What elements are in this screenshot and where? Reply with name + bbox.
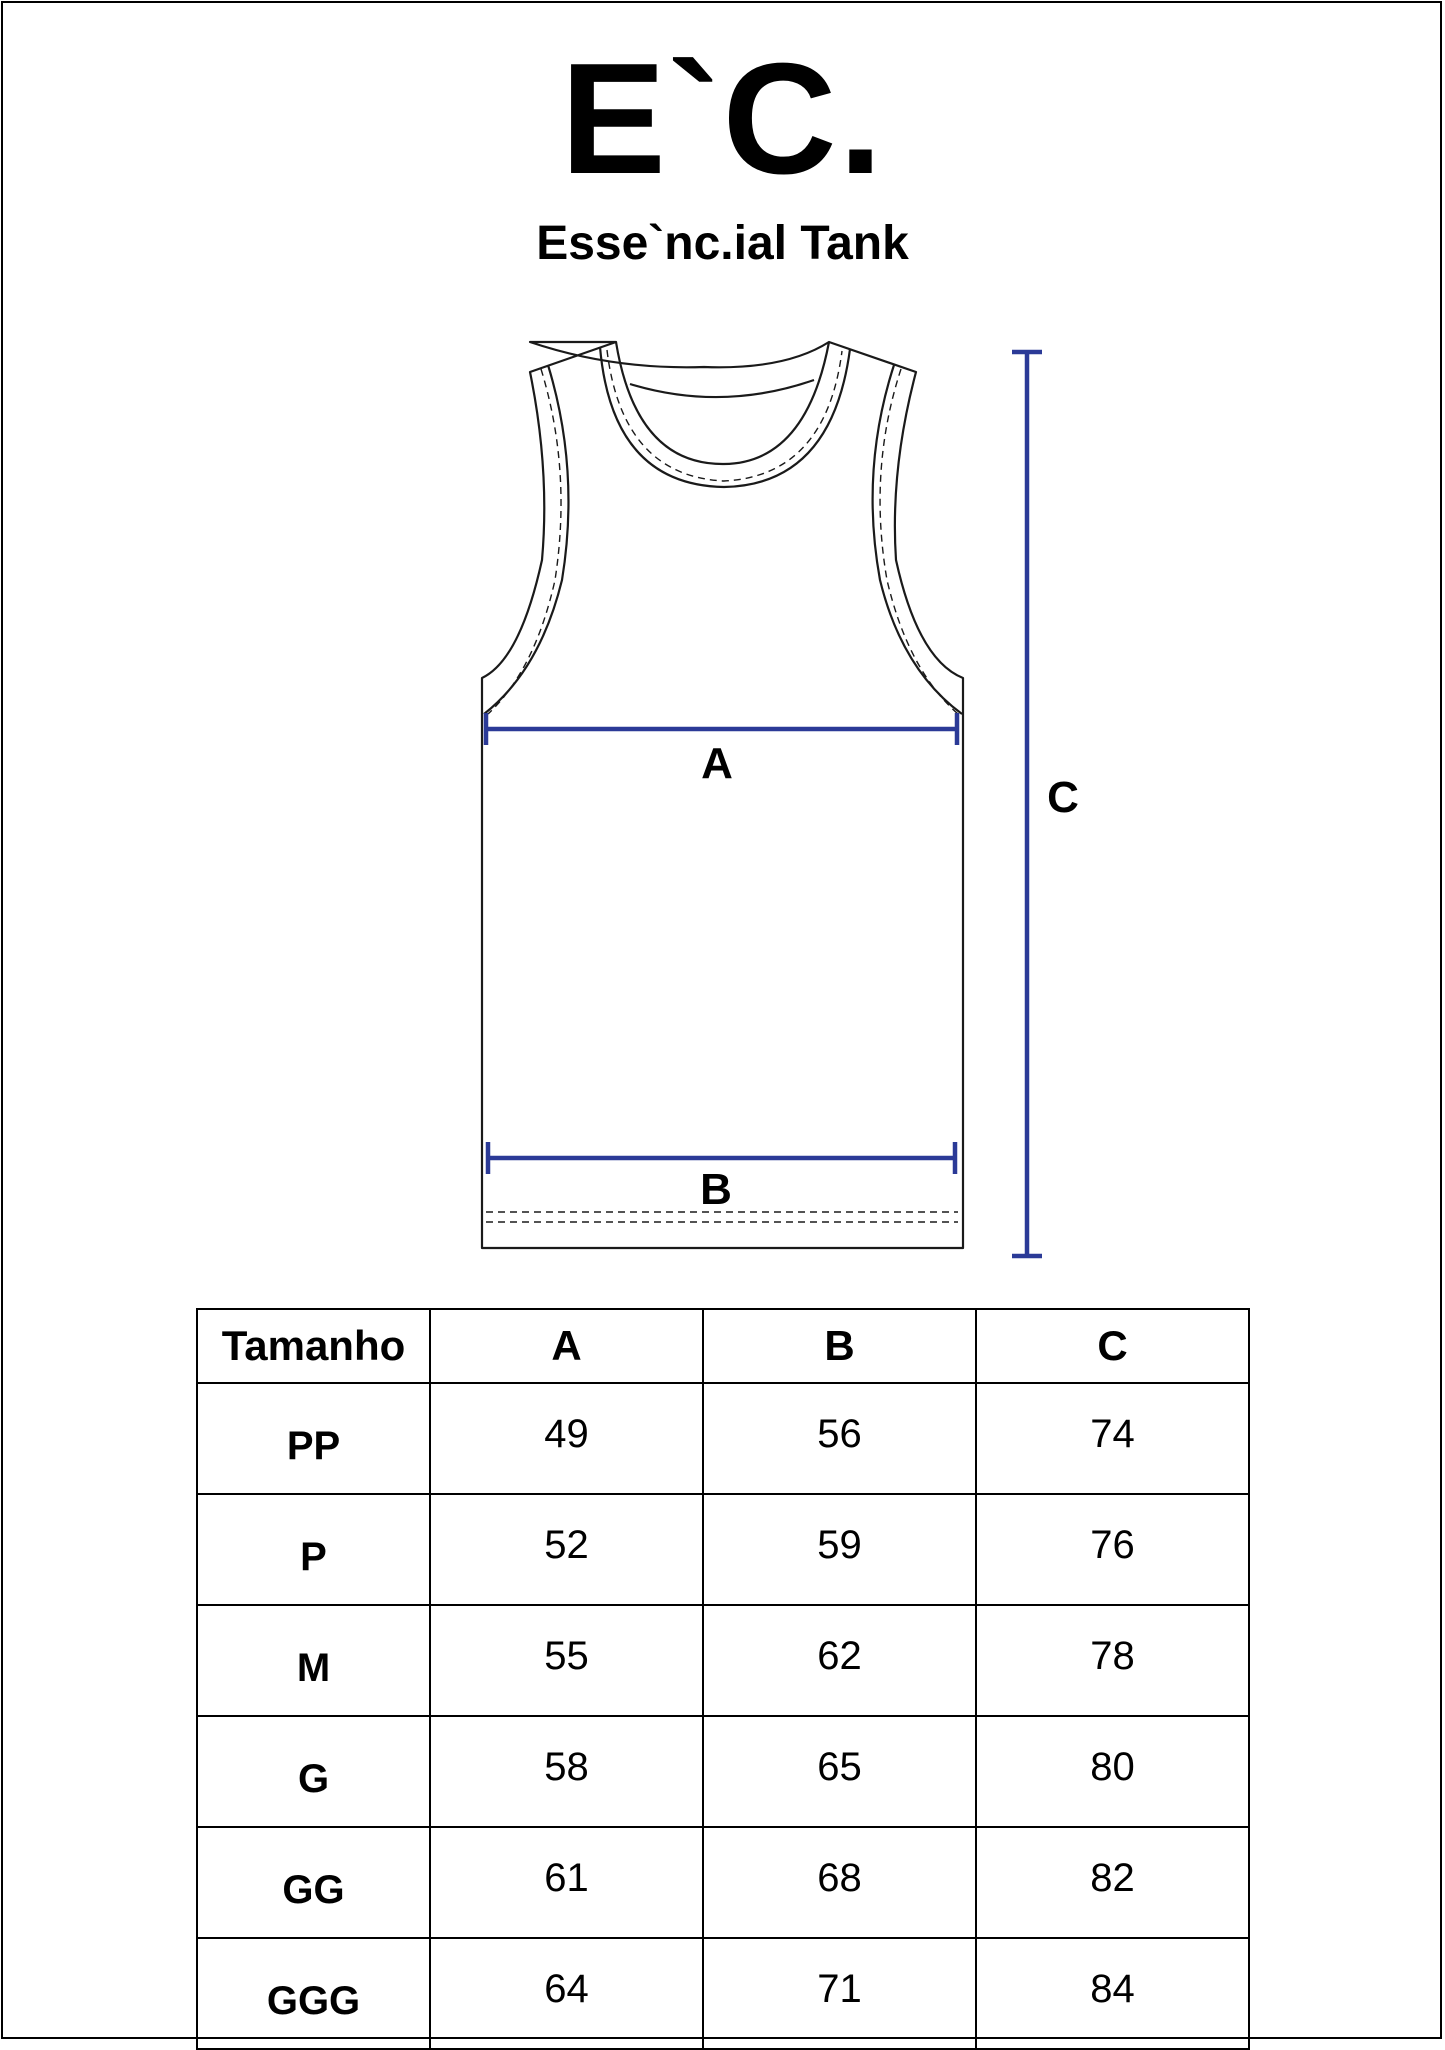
size-table bbox=[196, 1308, 1250, 2050]
table-row bbox=[197, 1383, 1249, 1494]
size-cell: M bbox=[197, 1605, 430, 1716]
value-b: 56 bbox=[703, 1383, 976, 1494]
product-title: Esse`nc.ial Tank bbox=[536, 217, 909, 270]
value-c: 82 bbox=[976, 1827, 1249, 1938]
value-a: 49 bbox=[430, 1383, 703, 1494]
header-c: C bbox=[976, 1309, 1249, 1383]
size-cell: GG bbox=[197, 1827, 430, 1938]
value-b: 71 bbox=[703, 1938, 976, 2049]
value-c: 78 bbox=[976, 1605, 1249, 1716]
size-cell: G bbox=[197, 1716, 430, 1827]
value-a: 61 bbox=[430, 1827, 703, 1938]
measure-line-c bbox=[1012, 352, 1042, 1256]
value-b: 59 bbox=[703, 1494, 976, 1605]
value-a: 64 bbox=[430, 1938, 703, 2049]
table-row bbox=[197, 1494, 1249, 1605]
header-a: A bbox=[430, 1309, 703, 1383]
tank-top-outline bbox=[482, 342, 963, 1248]
measure-label-a: A bbox=[701, 739, 733, 788]
table-row bbox=[197, 1938, 1249, 2049]
value-a: 58 bbox=[430, 1716, 703, 1827]
brand-logo: E`C. bbox=[560, 31, 885, 207]
value-a: 55 bbox=[430, 1605, 703, 1716]
size-table-header-row bbox=[197, 1309, 1249, 1383]
header-size: Tamanho bbox=[197, 1309, 430, 1383]
header-b: B bbox=[703, 1309, 976, 1383]
table-row bbox=[197, 1716, 1249, 1827]
measure-label-c: C bbox=[1047, 773, 1079, 822]
value-c: 74 bbox=[976, 1383, 1249, 1494]
measure-label-b: B bbox=[700, 1165, 732, 1214]
value-b: 68 bbox=[703, 1827, 976, 1938]
table-row bbox=[197, 1605, 1249, 1716]
value-c: 76 bbox=[976, 1494, 1249, 1605]
size-cell: GGG bbox=[197, 1938, 430, 2049]
size-cell: PP bbox=[197, 1383, 430, 1494]
table-row bbox=[197, 1827, 1249, 1938]
value-b: 62 bbox=[703, 1605, 976, 1716]
value-a: 52 bbox=[430, 1494, 703, 1605]
value-c: 80 bbox=[976, 1716, 1249, 1827]
value-c: 84 bbox=[976, 1938, 1249, 2049]
size-cell: P bbox=[197, 1494, 430, 1605]
value-b: 65 bbox=[703, 1716, 976, 1827]
